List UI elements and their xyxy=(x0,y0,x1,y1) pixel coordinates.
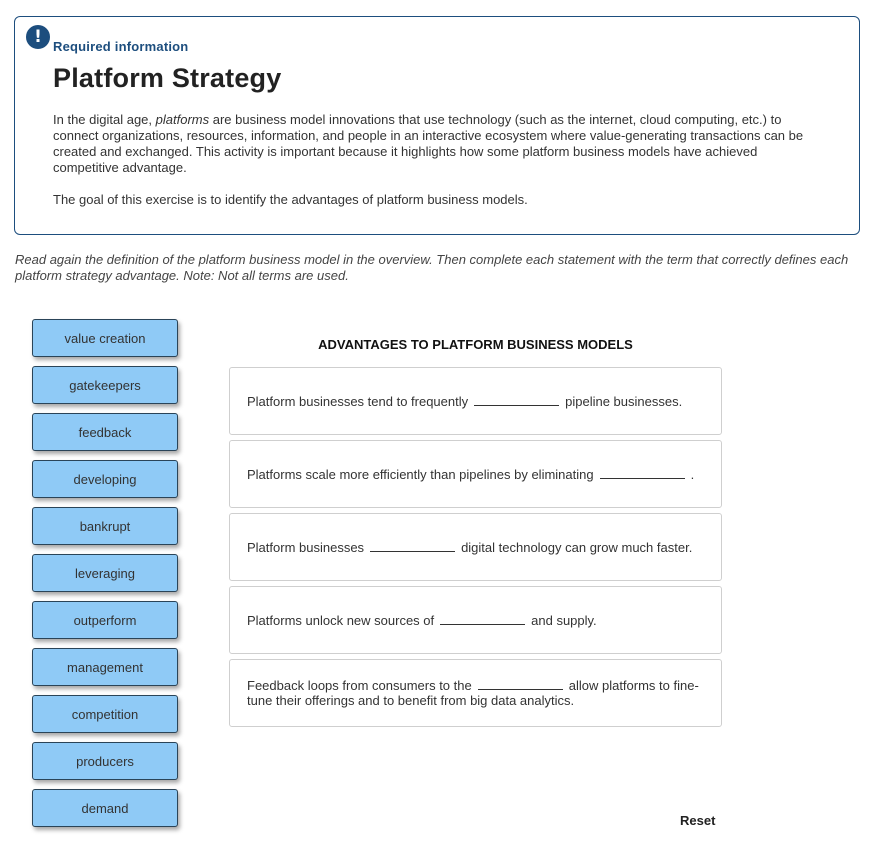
reset-button[interactable]: Reset xyxy=(680,813,716,828)
page-title: Platform Strategy xyxy=(53,63,282,93)
statement-text-after: pipeline businesses. xyxy=(565,393,683,409)
statement-text-after: allow platforms to fine-tune their offerings and to benefit from big data analytics. xyxy=(247,678,699,708)
instructions: Read again the definition of the platform business model in the overview. Then complete each statement with the term that correctly defines each platform strategy advantage. Note: Not all terms are used. xyxy=(15,252,849,283)
statement-text-before: Feedback loops from consumers to the xyxy=(247,678,472,693)
term-chip[interactable]: management xyxy=(32,648,178,686)
term-chip[interactable]: demand xyxy=(32,789,178,827)
term-chip[interactable]: outperform xyxy=(32,601,178,639)
statement-text-before: Platform businesses xyxy=(247,539,365,555)
answer-drop-zone[interactable] xyxy=(440,614,525,625)
term-bank xyxy=(32,319,179,836)
section-title: ADVANTAGES TO PLATFORM BUSINESS MODELS xyxy=(318,337,633,352)
answer-drop-zone[interactable] xyxy=(478,679,563,690)
term-chip[interactable]: competition xyxy=(32,695,178,733)
statement-text-after: digital technology can grow much faster. xyxy=(461,539,693,555)
required-information-label: Required information xyxy=(53,39,189,54)
term-chip[interactable]: leveraging xyxy=(32,554,178,592)
statement-text-after: . xyxy=(690,466,695,482)
intro-paragraph xyxy=(53,112,821,176)
statement-text-before: Platform businesses tend to frequently xyxy=(247,393,469,409)
statement-row xyxy=(229,586,722,654)
statement-list xyxy=(229,367,722,732)
statement-row xyxy=(229,440,722,508)
term-chip[interactable]: bankrupt xyxy=(32,507,178,545)
statement-text-before: Platforms unlock new sources of xyxy=(247,612,435,628)
statement-text-after: and supply. xyxy=(531,612,597,628)
statement-row xyxy=(229,513,722,581)
intro-rest: are business model innovations that use technology (such as the internet, cloud computing, etc.) to connect organizations, resources, information, and people in an interactive ecosystem where value-generating transactions can be created and exchanged. This activity is important because it highlights how some platform business models have achieved competitive advantage. xyxy=(53,112,804,175)
answer-drop-zone[interactable] xyxy=(370,541,455,552)
term-chip[interactable]: value creation xyxy=(32,319,178,357)
term-chip[interactable]: gatekeepers xyxy=(32,366,178,404)
goal-statement: The goal of this exercise is to identify the advantages of platform business models. xyxy=(53,192,528,207)
intro-italic-term: platforms xyxy=(155,112,210,127)
statement-text-before: Platforms scale more efficiently than pipelines by eliminating xyxy=(247,466,594,482)
term-chip[interactable]: feedback xyxy=(32,413,178,451)
intro-prefix: In the digital age, xyxy=(53,112,156,127)
term-chip[interactable]: developing xyxy=(32,460,178,498)
required-information-panel xyxy=(14,16,860,235)
alert-icon: ! xyxy=(24,23,52,51)
answer-drop-zone[interactable] xyxy=(600,468,685,479)
statement-row xyxy=(229,367,722,435)
statement-row xyxy=(229,659,722,727)
answer-drop-zone[interactable] xyxy=(474,395,559,406)
term-chip[interactable]: producers xyxy=(32,742,178,780)
